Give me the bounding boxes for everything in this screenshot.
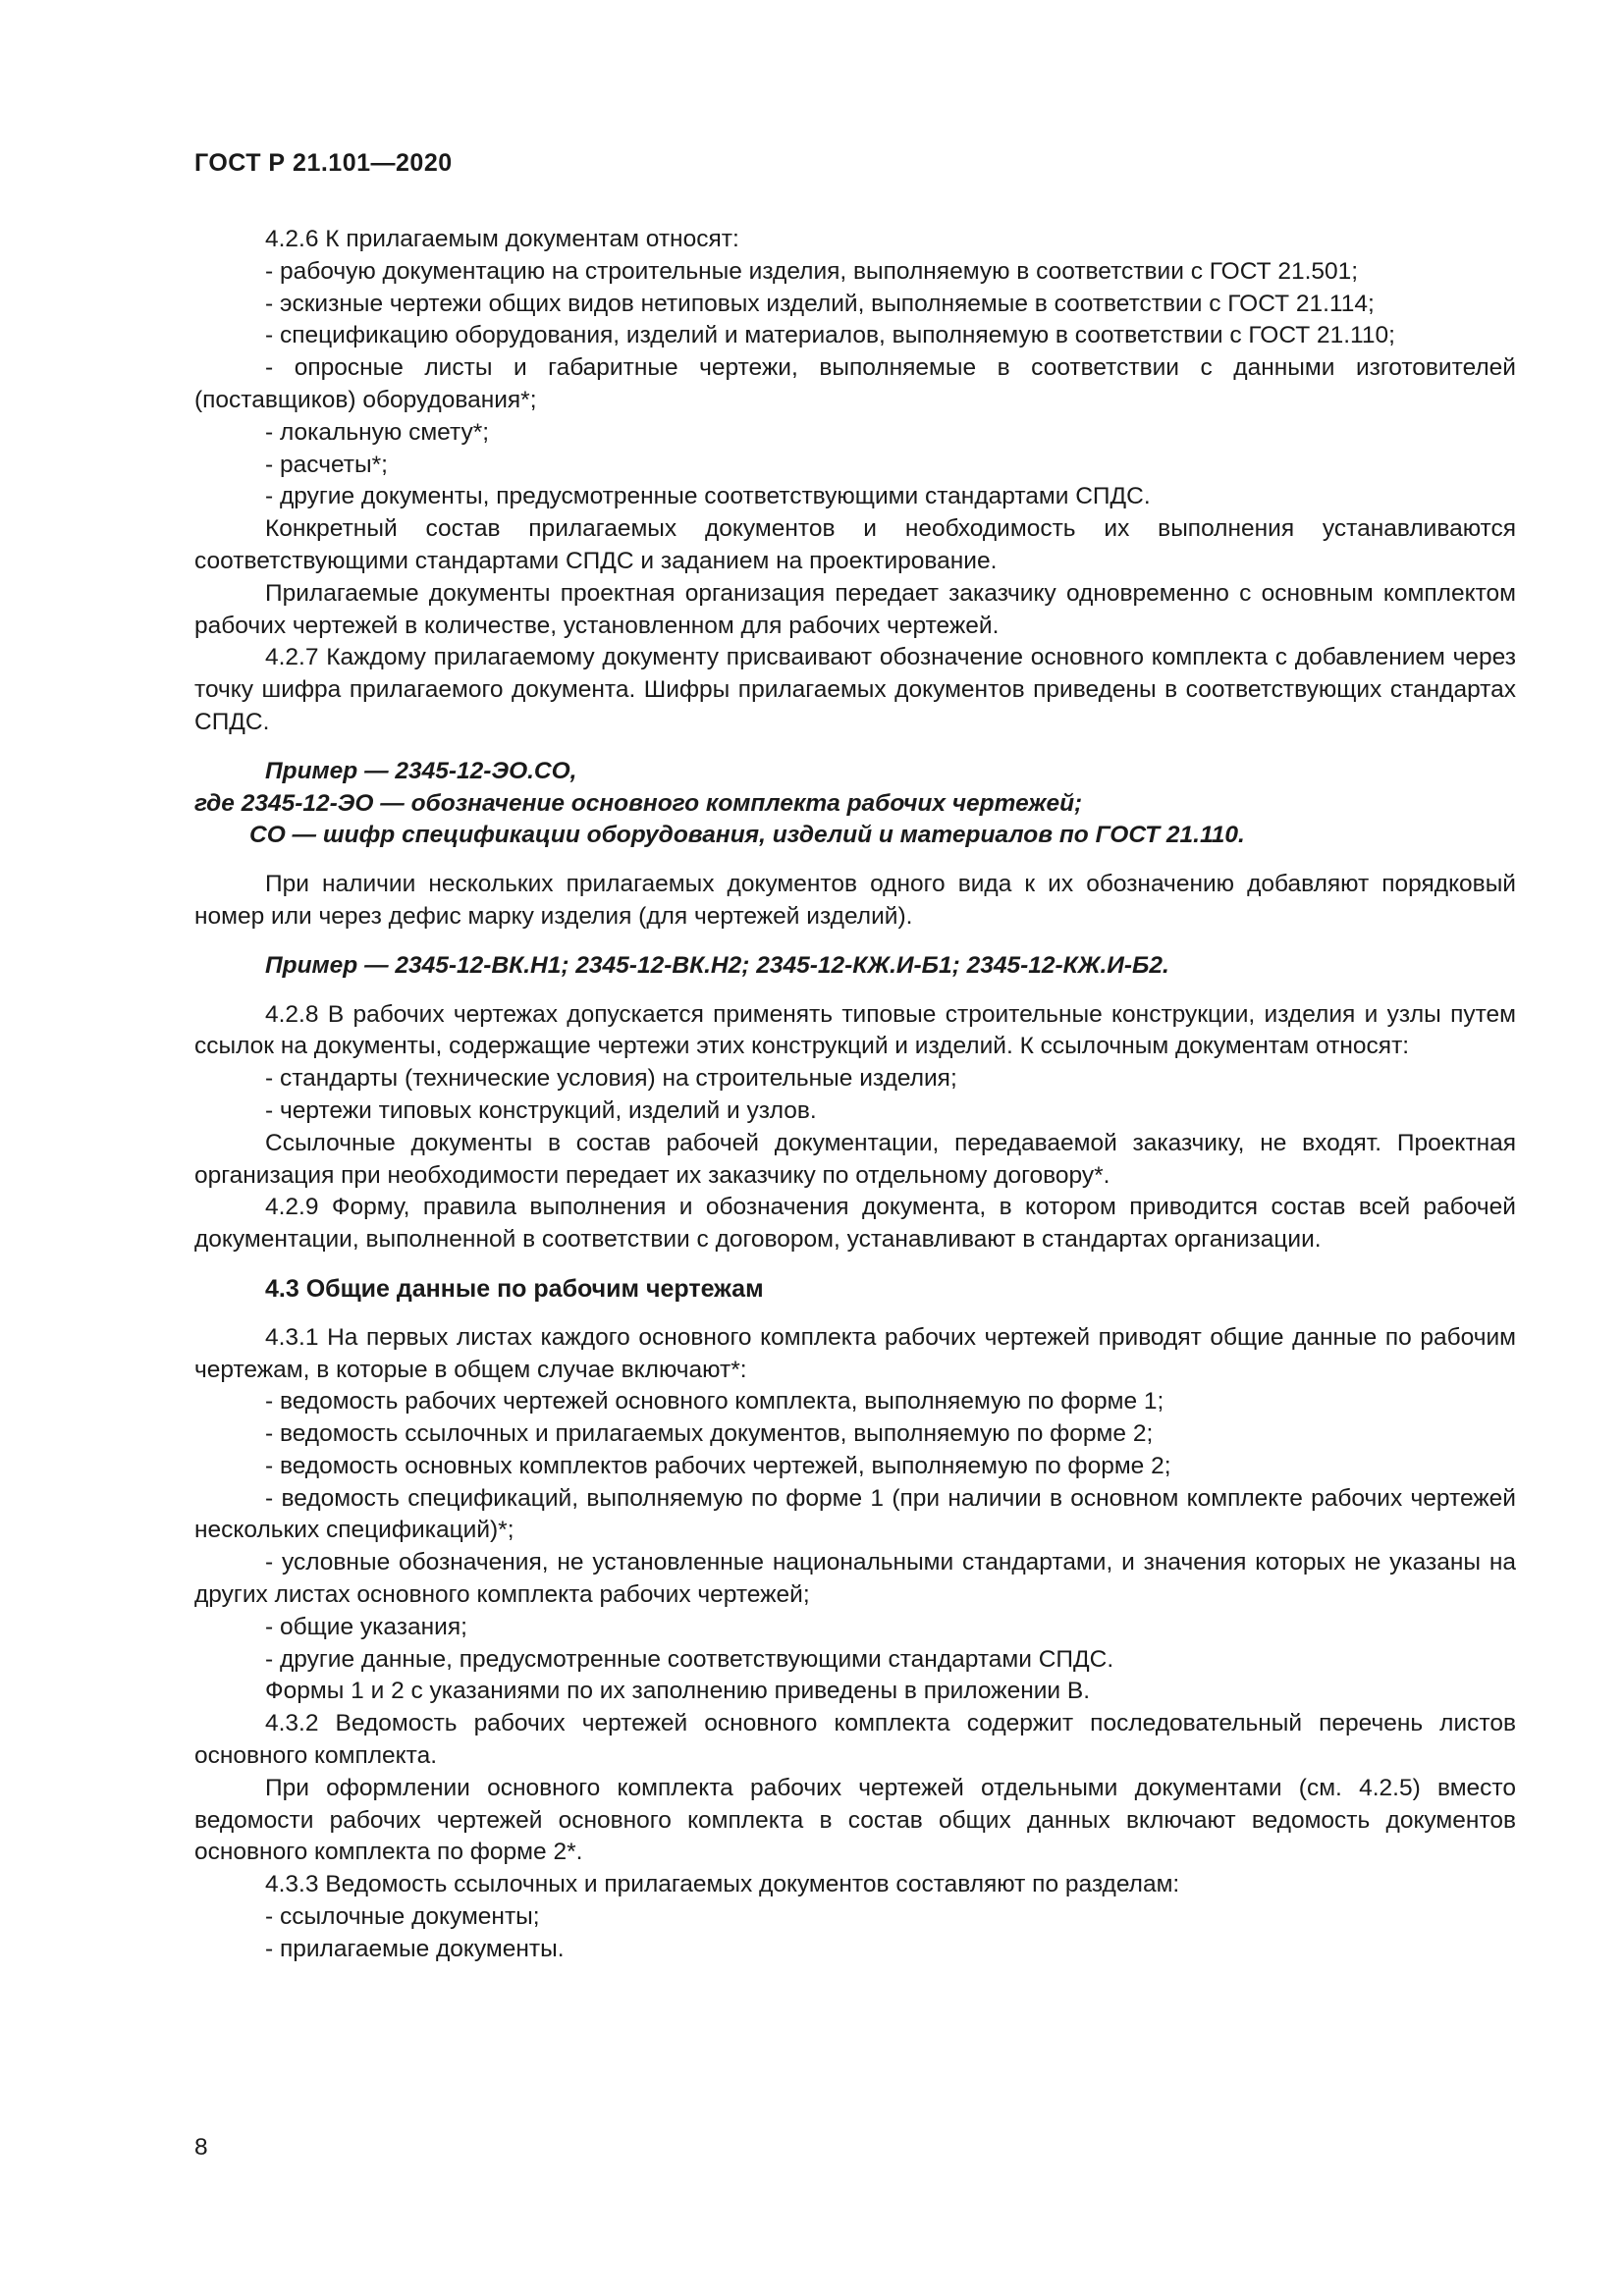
paragraph: 4.3.3 Ведомость ссылочных и прилагаемых документов составляют по разделам: — [265, 1871, 1180, 1898]
list-item: - ведомость спецификаций, выполняемую по форме 1 (при наличии в основном комплекте рабочих чертежей нескольких спецификаций)*; — [194, 1484, 1516, 1544]
paragraph: 4.2.9 Форму, правила выполнения и обозначения документа, в котором приводится состав всей рабочей документации, выполненной в соответствии с договором, устанавливают в стандартах организации. — [194, 1194, 1516, 1254]
page-number: 8 — [194, 2134, 208, 2161]
list-item: - чертежи типовых конструкций, изделий и узлов. — [265, 1096, 817, 1124]
paragraph: 4.2.7 Каждому прилагаемому документу присваивают обозначение основного комплекта с добавлением через точку шифра прилагаемого документа. Шифры прилагаемых документов приведены в соответствующих стандартах СПДС. — [194, 644, 1516, 735]
list-item: - ведомость основных комплектов рабочих чертежей, выполняемую по форме 2; — [265, 1452, 1171, 1479]
example-line: Пример — 2345-12-ЭО.СО, — [265, 757, 577, 784]
example-line: Пример — 2345-12-ВК.Н1; 2345-12-ВК.Н2; 2345-12-КЖ.И-Б1; 2345-12-КЖ.И-Б2. — [265, 951, 1169, 979]
list-item: - ведомость ссылочных и прилагаемых документов, выполняемую по форме 2; — [265, 1420, 1154, 1448]
paragraph: Прилагаемые документы проектная организация передает заказчику одновременно с основным комплектом рабочих чертежей в количестве, установленном для рабочих чертежей. — [194, 579, 1516, 639]
document-body — [194, 224, 1516, 1966]
list-item: - опросные листы и габаритные чертежи, выполняемые в соответствии с данными изготовителей (поставщиков) оборудования*; — [194, 354, 1516, 413]
list-item: - прилагаемые документы. — [265, 1935, 565, 1962]
list-item: - общие указания; — [265, 1613, 467, 1640]
list-item: - ведомость рабочих чертежей основного комплекта, выполняемую по форме 1; — [265, 1388, 1164, 1415]
list-item: - ссылочные документы; — [265, 1903, 540, 1931]
list-item: - другие данные, предусмотренные соответствующими стандартами СПДС. — [265, 1645, 1114, 1673]
paragraph: Конкретный состав прилагаемых документов и необходимость их выполнения устанавливаются соответствующими стандартами СПДС и заданием на проектирование. — [194, 515, 1516, 574]
list-item: - локальную смету*; — [265, 418, 490, 446]
list-item: - расчеты*; — [265, 451, 388, 478]
paragraph: Формы 1 и 2 с указаниями по их заполнению приведены в приложении В. — [265, 1678, 1091, 1705]
paragraph: 4.3.1 На первых листах каждого основного комплекта рабочих чертежей приводят общие данные по рабочим чертежам, в которые в общем случае включают*: — [194, 1323, 1516, 1383]
example-line: СО — шифр спецификации оборудования, изделий и материалов по ГОСТ 21.110. — [249, 822, 1245, 849]
paragraph: 4.3.2 Ведомость рабочих чертежей основного комплекта содержит последовательный перечень листов основного комплекта. — [194, 1710, 1516, 1770]
example-line: где 2345-12-ЭО — обозначение основного комплекта рабочих чертежей; — [194, 789, 1083, 817]
paragraph: Ссылочные документы в состав рабочей документации, передаваемой заказчику, не входят. Проектная организация при необходимости передает их заказчику по отдельному договору*. — [194, 1129, 1516, 1189]
section-heading: 4.3 Общие данные по рабочим чертежам — [265, 1274, 764, 1303]
list-item: - эскизные чертежи общих видов нетиповых изделий, выполняемые в соответствии с ГОСТ 21.114; — [265, 290, 1375, 317]
paragraph: При оформлении основного комплекта рабочих чертежей отдельными документами (см. 4.2.5) вместо ведомости рабочих чертежей основного комплекта в состав общих данных включают ведомость документов основного комплекта по форме 2*. — [194, 1774, 1516, 1866]
list-item: - стандарты (технические условия) на строительные изделия; — [265, 1065, 957, 1093]
document-header: ГОСТ Р 21.101—2020 — [194, 149, 453, 177]
list-item: - рабочую документацию на строительные изделия, выполняемую в соответствии с ГОСТ 21.501; — [265, 257, 1359, 285]
paragraph: 4.2.6 К прилагаемым документам относят: — [265, 226, 739, 252]
list-item: - спецификацию оборудования, изделий и материалов, выполняемую в соответствии с ГОСТ 21.110; — [265, 322, 1395, 349]
paragraph: При наличии нескольких прилагаемых документов одного вида к их обозначению добавляют порядковый номер или через дефис марку изделия (для чертежей изделий). — [194, 871, 1516, 930]
list-item: - условные обозначения, не установленные национальными стандартами, и значения которых не указаны на других листах основного комплекта рабочих чертежей; — [194, 1549, 1516, 1609]
paragraph: 4.2.8 В рабочих чертежах допускается применять типовые строительные конструкции, изделия и узлы путем ссылок на документы, содержащие чертежи этих конструкций и изделий. К ссылочным документам относят: — [194, 1000, 1516, 1060]
list-item: - другие документы, предусмотренные соответствующими стандартами СПДС. — [265, 483, 1151, 510]
